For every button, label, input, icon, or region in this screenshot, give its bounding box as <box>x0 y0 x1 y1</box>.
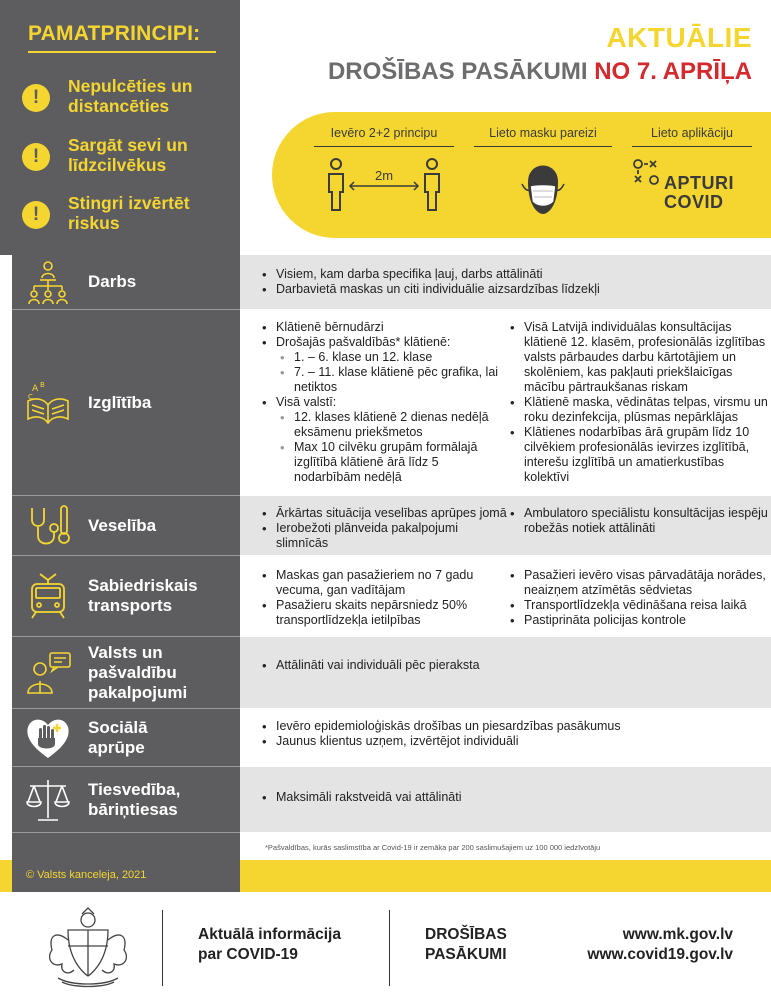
heart-hand-icon <box>24 714 72 762</box>
section-title: Valsts un <box>88 642 163 662</box>
face-mask-icon <box>474 156 612 216</box>
list-item: • Maksimāli rakstveidā vai attālināti <box>262 790 762 805</box>
section-title: Darbs <box>88 272 137 291</box>
principle-text: distancēties <box>68 96 170 116</box>
svg-text:C: C <box>28 392 33 401</box>
coat-of-arms-icon <box>38 906 138 990</box>
exclamation-icon: ! <box>22 143 50 171</box>
service-desk-icon <box>24 649 72 697</box>
list-item: • Klātienē bērnudārzi <box>262 320 502 335</box>
section-title: aprūpe <box>88 737 145 757</box>
section-transports <box>12 556 771 637</box>
list-item: • Jaunus klientus uzņem, izvērtējot individuāli <box>262 734 762 749</box>
footer-divider <box>162 910 163 986</box>
list-item: • Transportlīdzekļa vēdināšana reisa laikā <box>510 598 771 613</box>
left-column-filler <box>12 833 240 860</box>
list-item: • Klātienes nodarbības ārā grupām līdz 10 cilvēkiem profesionālās ievirzes izglītībā, interešu izglītībā un amatierkustības kolektīvi <box>510 425 768 485</box>
section-izglitiba <box>12 310 771 496</box>
app-name-line: COVID <box>664 192 724 212</box>
list-item: • Pasažieru skaits nepārsniedz 50% transportlīdzekļa ietilpības <box>262 598 507 628</box>
footer-info: Aktuālā informācija par COVID-19 <box>198 926 341 963</box>
section-pakalpojumi <box>12 637 771 709</box>
principle-text: līdzcilvēkus <box>68 155 167 175</box>
copyright: © Valsts kanceleja, 2021 <box>26 869 147 881</box>
headline-title: AKTUĀLIE <box>606 22 752 53</box>
principles-title: PAMATPRINCIPI: <box>28 22 201 45</box>
measure-label: Lieto aplikāciju <box>632 126 752 147</box>
section-tiesas <box>12 767 771 833</box>
list-item: • Klātienē maska, vēdinātas telpas, virsmu un roku dezinfekcija, plūsmas nepārklājas <box>510 395 768 425</box>
footer-measures: DROŠĪBAS PASĀKUMI <box>425 926 507 963</box>
list-item: • Ievēro epidemioloģiskās drošības un piesardzības pasākumus <box>262 719 762 734</box>
section-darbs <box>12 255 771 310</box>
principle-text: Sargāt sevi un <box>68 135 188 155</box>
measure-label: Ievēro 2+2 principu <box>314 126 454 147</box>
list-subitem: • 1. – 6. klase un 12. klase <box>280 350 502 365</box>
section-title: transports <box>88 596 173 615</box>
section-title: pašvaldību <box>88 662 177 682</box>
section-title: Izglītība <box>88 392 152 412</box>
list-item: • Drošajās pašvaldībās* klātienē: • 1. – 6. klase un 12. klase • 7. – 11. klase klātienē pēc grafika, lai netiktos <box>262 335 502 395</box>
distance-2m-icon <box>314 156 454 216</box>
headline-subtitle <box>328 58 752 86</box>
measure-label: Lieto masku pareizi <box>474 126 612 147</box>
book-icon <box>24 379 72 427</box>
principle-item <box>22 135 237 175</box>
app-name-line: APTURI <box>664 173 734 193</box>
list-item: • Visiem, kam darba specifika ļauj, darbs attālināti <box>262 267 762 282</box>
scales-icon <box>24 776 72 824</box>
url-link[interactable]: www.covid19.gov.lv <box>587 946 733 963</box>
svg-text:A: A <box>32 383 39 394</box>
principle-text: Nepulcēties un <box>68 76 193 96</box>
measure-mask <box>474 124 612 226</box>
principles-divider <box>28 51 216 53</box>
footer-divider <box>389 910 390 986</box>
list-item: • Visā valstī: • 12. klases klātienē 2 dienas nedēļā eksāmenu priekšmetos • Max 10 cilvēku grupām formālajā izglītībā klātienē ārā līdz 5 nodarbībām nedēļā <box>262 395 502 485</box>
section-title: bāriņtiesas <box>88 799 178 819</box>
section-socialie <box>12 709 771 767</box>
tram-icon <box>24 572 72 620</box>
list-item: • Visā Latvijā individuālas konsultācijas klātienē 12. klasēm, profesionālās izglītības valsts pārbaudes darbu kārtotājiem un skolēniem, kas pakļauti priekšlaicīgas mācību pārtraukšanas riskam <box>510 320 768 395</box>
footer-urls <box>587 925 733 965</box>
svg-text:B: B <box>40 380 45 389</box>
section-title: Veselība <box>88 515 157 535</box>
stethoscope-icon <box>24 502 72 550</box>
section-title: Sabiedriskais <box>88 576 198 595</box>
principle-text: riskus <box>68 213 120 233</box>
list-item: • Ierobežoti plānveida pakalpojumi slimnīcās <box>262 521 507 551</box>
section-title: pakalpojumi <box>88 682 188 702</box>
measure-distance <box>314 124 454 226</box>
section-title: Sociālā <box>88 717 148 737</box>
list-item: • Attālināti vai individuāli pēc pieraksta <box>262 658 762 673</box>
measure-app <box>632 124 752 226</box>
measures-list <box>314 124 754 226</box>
list-subitem: • 7. – 11. klase klātienē pēc grafika, lai netiktos <box>280 365 502 395</box>
list-item: • Pastiprināta policijas kontrole <box>510 613 771 628</box>
section-title: Tiesvedība, <box>88 779 181 799</box>
list-subitem: • 12. klases klātienē 2 dienas nedēļā eksāmenu priekšmetos <box>280 410 502 440</box>
list-item: • Maskas gan pasažieriem no 7 gadu vecuma, gan vadītājam <box>262 568 507 598</box>
svg-text:2m: 2m <box>374 168 394 183</box>
exclamation-icon: ! <box>22 201 50 229</box>
headline-date: NO 7. APRĪĻA <box>594 58 752 85</box>
list-item: • Ambulatoro speciālistu konsultācijas iespēju robežās notiek attālināti <box>510 506 768 536</box>
url-link[interactable]: www.mk.gov.lv <box>622 926 733 943</box>
list-item: • Ārkārtas situācija veselības aprūpes jomā <box>262 506 507 521</box>
headline-main: DROŠĪBAS PASĀKUMI <box>327 58 588 85</box>
section-veseliba <box>12 496 771 556</box>
team-icon <box>24 258 72 306</box>
principle-item <box>22 193 237 233</box>
principle-text: Stingri izvērtēt <box>68 193 190 213</box>
apturi-covid-logo <box>632 156 752 216</box>
list-subitem: • Max 10 cilvēku grupām formālajā izglītībā klātienē ārā līdz 5 nodarbībām nedēļā <box>280 440 502 485</box>
list-item: • Darbavietā maskas un citi individuālie aizsardzības līdzekļi <box>262 282 762 297</box>
list-item: • Pasažieri ievēro visas pārvadātāja norādes, neaizņem atzīmētās sēdvietas <box>510 568 771 598</box>
principle-item <box>22 76 237 116</box>
exclamation-icon: ! <box>22 84 50 112</box>
footnote: *Pašvaldības, kurās saslimstība ar Covid-19 ir zemāka par 200 saslimušajiem uz 100 000 iedzīvotāju <box>265 843 601 852</box>
